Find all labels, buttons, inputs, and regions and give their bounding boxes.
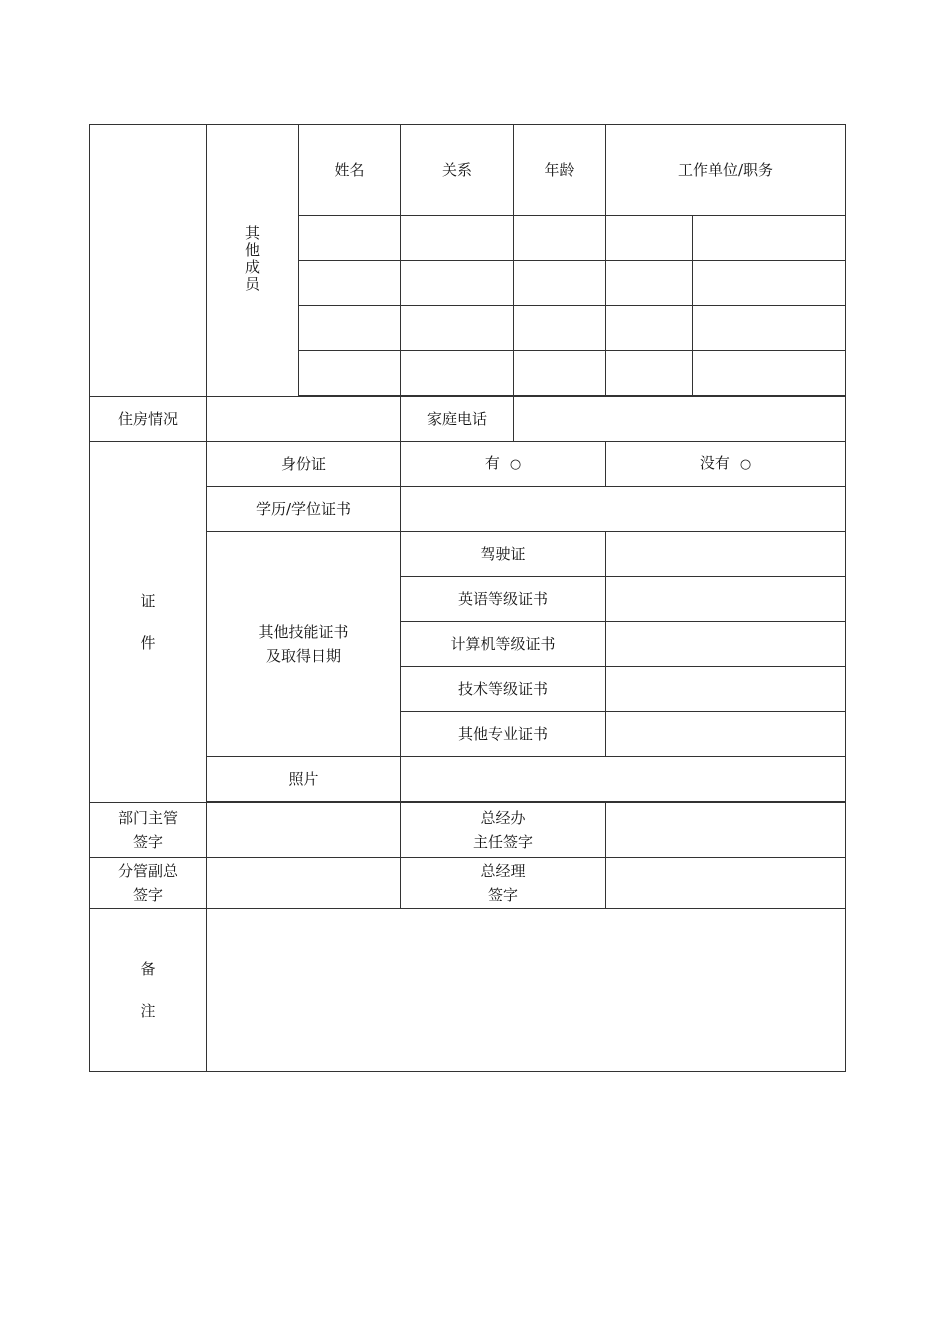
member-age-field[interactable] bbox=[514, 306, 606, 351]
member-age-field[interactable] bbox=[514, 351, 606, 396]
certificates-label-char-1: 证 bbox=[140, 592, 156, 610]
other-skills-label-line2: 及取得日期 bbox=[265, 647, 341, 665]
id-card-yes-option[interactable] bbox=[401, 442, 606, 487]
header-workplace: 工作单位/职务 bbox=[606, 125, 846, 216]
member-position-field[interactable] bbox=[693, 351, 846, 396]
remarks-field[interactable] bbox=[207, 909, 846, 1072]
gm-signature-label bbox=[401, 858, 606, 909]
remarks-label bbox=[90, 909, 207, 1072]
gm-label-line1: 总经理 bbox=[480, 862, 526, 880]
skill-technical-label: 技术等级证书 bbox=[401, 667, 606, 712]
gm-label-line2: 签字 bbox=[487, 886, 518, 904]
remarks-label-char-2: 注 bbox=[140, 1002, 156, 1020]
housing-field[interactable] bbox=[207, 397, 401, 442]
certificates-section-label bbox=[90, 442, 207, 803]
member-name-field[interactable] bbox=[299, 351, 401, 396]
skill-driving-license-field[interactable] bbox=[606, 532, 846, 577]
member-relation-field[interactable] bbox=[401, 216, 514, 261]
photo-field[interactable] bbox=[401, 757, 846, 802]
dept-head-signature-label bbox=[90, 803, 207, 858]
skill-driving-license-label: 驾驶证 bbox=[401, 532, 606, 577]
id-card-no-radio[interactable]: ○ bbox=[739, 457, 752, 472]
home-phone-field[interactable] bbox=[514, 397, 846, 442]
degree-field[interactable] bbox=[401, 487, 846, 532]
dept-head-label-line2: 签字 bbox=[132, 833, 163, 851]
id-card-no-label: 没有 bbox=[699, 454, 730, 472]
dept-head-signature-field[interactable] bbox=[207, 803, 401, 858]
member-workplace-field[interactable] bbox=[606, 351, 693, 396]
deputy-gm-signature-field[interactable] bbox=[207, 858, 401, 909]
deputy-label-line2: 签字 bbox=[132, 886, 163, 904]
skill-technical-field[interactable] bbox=[606, 667, 846, 712]
member-relation-field[interactable] bbox=[401, 261, 514, 306]
gm-office-label-line1: 总经办 bbox=[480, 809, 526, 827]
header-age: 年龄 bbox=[514, 125, 606, 216]
employee-form-table bbox=[89, 124, 846, 1072]
skill-computer-label: 计算机等级证书 bbox=[401, 622, 606, 667]
other-skills-label-line1: 其他技能证书 bbox=[258, 623, 349, 641]
member-relation-field[interactable] bbox=[401, 306, 514, 351]
gm-office-signature-label bbox=[401, 803, 606, 858]
skill-other-professional-field[interactable] bbox=[606, 712, 846, 757]
gm-office-label-line2: 主任签字 bbox=[472, 833, 533, 851]
certificates-label-char-2: 件 bbox=[140, 634, 156, 652]
gm-signature-field[interactable] bbox=[606, 858, 846, 909]
id-card-label: 身份证 bbox=[207, 442, 401, 487]
deputy-label-line1: 分管副总 bbox=[117, 862, 178, 880]
member-name-field[interactable] bbox=[299, 261, 401, 306]
member-position-field[interactable] bbox=[693, 306, 846, 351]
id-card-no-option[interactable] bbox=[606, 442, 846, 487]
other-skills-label bbox=[207, 532, 401, 757]
degree-label: 学历/学位证书 bbox=[207, 487, 401, 532]
photo-label: 照片 bbox=[207, 757, 401, 802]
gm-office-signature-field[interactable] bbox=[606, 803, 846, 858]
other-members-label-cell bbox=[207, 125, 299, 397]
housing-label: 住房情况 bbox=[90, 397, 207, 442]
member-relation-field[interactable] bbox=[401, 351, 514, 396]
skill-computer-field[interactable] bbox=[606, 622, 846, 667]
deputy-gm-signature-label bbox=[90, 858, 207, 909]
skill-other-professional-label: 其他专业证书 bbox=[401, 712, 606, 757]
member-name-field[interactable] bbox=[299, 306, 401, 351]
member-age-field[interactable] bbox=[514, 261, 606, 306]
member-workplace-field[interactable] bbox=[606, 306, 693, 351]
skill-english-label: 英语等级证书 bbox=[401, 577, 606, 622]
member-age-field[interactable] bbox=[514, 216, 606, 261]
header-name: 姓名 bbox=[299, 125, 401, 216]
id-card-yes-radio[interactable]: ○ bbox=[509, 457, 522, 472]
member-position-field[interactable] bbox=[693, 261, 846, 306]
family-section-blank bbox=[90, 125, 207, 397]
member-name-field[interactable] bbox=[299, 216, 401, 261]
skill-english-field[interactable] bbox=[606, 577, 846, 622]
id-card-yes-label: 有 bbox=[484, 454, 500, 472]
member-position-field[interactable] bbox=[693, 216, 846, 261]
member-workplace-field[interactable] bbox=[606, 216, 693, 261]
dept-head-label-line1: 部门主管 bbox=[117, 809, 178, 827]
member-workplace-field[interactable] bbox=[606, 261, 693, 306]
header-relation: 关系 bbox=[401, 125, 514, 216]
home-phone-label: 家庭电话 bbox=[401, 397, 514, 442]
remarks-label-char-1: 备 bbox=[140, 960, 156, 978]
other-members-label: 其他成员 bbox=[244, 224, 260, 293]
